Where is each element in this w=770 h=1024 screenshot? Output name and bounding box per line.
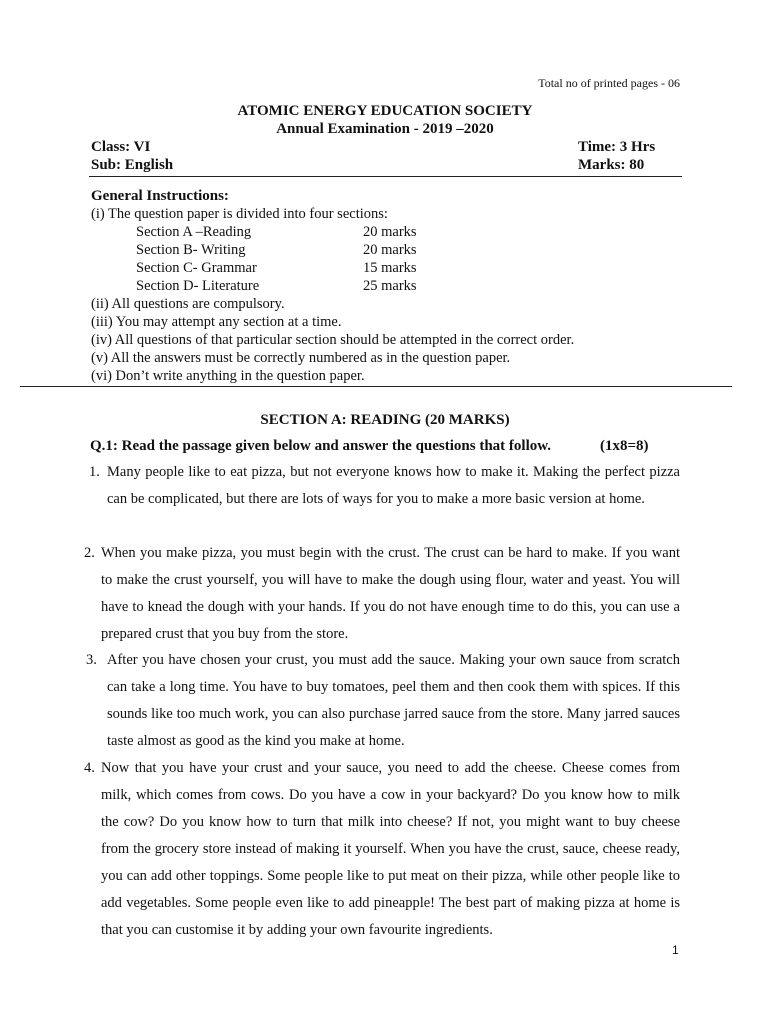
subject-label: Sub: English — [91, 157, 174, 173]
paragraph-number: 4. — [84, 760, 95, 776]
question-1-label: Q.1: Read the passage given below and answer the questions that follow. — [90, 438, 552, 454]
paragraph-number: 2. — [84, 545, 95, 561]
paragraph-text: Many people like to eat pizza, but not everyone knows how to make it. Making the perfect pizza can be complicated, but there are lots of ways for you to make a more basic version at home. — [107, 464, 680, 507]
paragraph-text: Now that you have your crust and your sauce, you need to add the cheese. Cheese comes from milk, which comes from cows. Do you have a cow in your backyard? Do you know how to milk the cow? Do you know how to turn that milk into cheese? If not, you might want to buy cheese from the grocery store instead of making it yourself. When you have the crust, sauce, cheese ready, you can add other toppings. Some people like to put meat on their pizza, while other people like to add vegetables. Some people even like to add pineapple! The best part of making pizza at home is that you can customise it by adding your own favourite ingredients. — [101, 760, 680, 938]
section-b-marks: 20 marks — [363, 242, 417, 258]
instructions-divider — [20, 386, 732, 387]
section-c-name: Section C- Grammar — [136, 260, 257, 276]
time-label: Time: 3 Hrs — [578, 139, 656, 155]
paragraph-text: When you make pizza, you must begin with the crust. The crust can be hard to make. If you want to make the crust yourself, you will have to make the dough using flour, water and yeast. You will have to knead the dough with your hands. If you do not have enough time to do this, you can use a prepared crust that you buy from the store. — [101, 545, 680, 642]
marks-label: Marks: 80 — [578, 157, 645, 173]
section-b-name: Section B- Writing — [136, 242, 246, 258]
instruction-item: (vi) Don’t write anything in the question paper. — [91, 368, 365, 384]
section-a-heading: SECTION A: READING (20 MARKS) — [260, 412, 510, 428]
paragraph-number: 3. — [86, 652, 97, 668]
passage-paragraph-2 — [84, 540, 680, 648]
exam-title: Annual Examination - 2019 –2020 — [276, 121, 494, 137]
section-a-marks: 20 marks — [363, 224, 417, 240]
instruction-item: (i) The question paper is divided into four sections: — [91, 206, 388, 222]
section-d-name: Section D- Literature — [136, 278, 260, 294]
instruction-item: (v) All the answers must be correctly numbered as in the question paper. — [91, 350, 511, 366]
passage-paragraph-1 — [89, 459, 680, 513]
instruction-item: (iii) You may attempt any section at a time. — [91, 314, 342, 330]
section-c-marks: 15 marks — [363, 260, 417, 276]
paragraph-text: After you have chosen your crust, you must add the sauce. Making your own sauce from scratch can take a long time. You have to buy tomatoes, peel them and then cook them with spices. If this sounds like too much work, you can also purchase jarred sauce from the store. Many jarred sauces taste almost as good as the kind you make at home. — [107, 652, 680, 749]
instruction-item: (ii) All questions are compulsory. — [91, 296, 285, 312]
header-divider — [89, 176, 682, 177]
page-number: 1 — [672, 943, 679, 957]
instruction-item: (iv) All questions of that particular section should be attempted in the correct order. — [91, 332, 575, 348]
printed-pages-note: Total no of printed pages - 06 — [538, 76, 680, 90]
class-label: Class: VI — [91, 139, 151, 155]
passage-paragraph-3 — [86, 647, 680, 755]
paragraph-number: 1. — [89, 464, 100, 480]
section-d-marks: 25 marks — [363, 278, 417, 294]
passage-paragraph-4 — [84, 755, 680, 944]
organization-title: ATOMIC ENERGY EDUCATION SOCIETY — [237, 103, 533, 119]
section-a-name: Section A –Reading — [136, 224, 252, 240]
general-instructions-title: General Instructions: — [91, 188, 229, 204]
question-1-marks: (1x8=8) — [600, 438, 649, 454]
